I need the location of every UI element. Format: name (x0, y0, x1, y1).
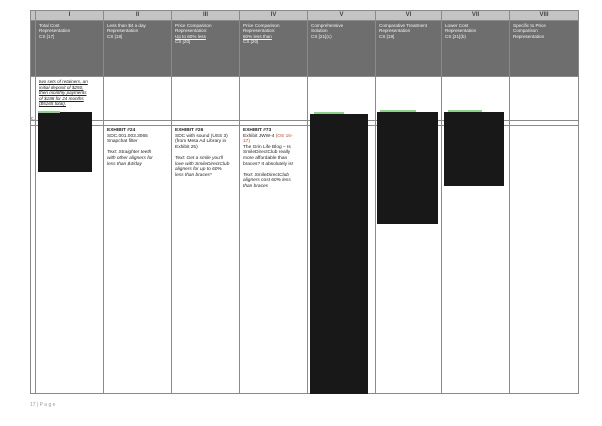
header-line: Representation (107, 28, 139, 34)
header-line: 60% less than (243, 33, 272, 39)
header-line: Specific to Price (513, 23, 546, 28)
table-cell (104, 77, 172, 121)
redacted-image (38, 112, 92, 172)
header-line: CS [20] (175, 39, 191, 45)
header-line: Total Cost (39, 23, 60, 28)
exhibit-ref-red: 17) (243, 139, 250, 145)
payment-terms-text (36, 77, 103, 109)
exhibit-line: braces? It absolutely is! (243, 161, 294, 167)
roman-numeral-row (31, 11, 579, 21)
header-line: Representation: (175, 28, 208, 34)
exhibit-title: EXHIBIT #73 (243, 128, 272, 133)
column-header (376, 21, 442, 77)
text-line: two sets of retainers, an (39, 79, 88, 84)
table-cell (510, 126, 579, 394)
exhibit-title: EXHIBIT #26 (175, 128, 204, 133)
exhibit-quote: Text: SmileDirectClub (243, 172, 289, 178)
column-header (36, 21, 104, 77)
exhibit-ref-red: (OS 16- (275, 133, 293, 139)
text-line: then monthly payments (39, 90, 87, 96)
table-cell (172, 77, 240, 121)
redacted-image (377, 112, 438, 224)
highlight-mark (380, 110, 416, 112)
header-line: Price Comparison (243, 23, 280, 28)
header-line: Comparative Treatment (379, 23, 427, 28)
exhibit-quote: than braces (243, 183, 269, 189)
header-line: CS [21](c) (311, 33, 332, 39)
exhibit-line: Exhibit 25) (175, 144, 198, 150)
column-header (510, 21, 579, 77)
col-number: V (308, 11, 376, 21)
col-number: VIII (510, 11, 579, 21)
text-line: of $188 for 24 months (39, 95, 84, 101)
exhibit-24-cell (104, 126, 172, 394)
header-line: Representation (445, 28, 477, 34)
col-number: I (36, 11, 104, 21)
page-footer: 17 | P a g e (30, 402, 56, 408)
column-header (442, 21, 510, 77)
exhibit-line: more affordable than (243, 155, 288, 161)
text-line: ($5165 total). (39, 101, 67, 107)
exhibit-quote: aligners for up to 60% (175, 167, 222, 173)
header-line: Lower Cost (445, 23, 469, 28)
exhibit-quote: Text: Get a smile you'll (175, 155, 223, 161)
highlight-mark (448, 110, 482, 112)
header-line: Price Comparison (175, 23, 212, 28)
header-line: Up to 60% less (175, 33, 206, 39)
highlight-mark (38, 111, 60, 113)
col-number: III (172, 11, 240, 21)
column-header (172, 21, 240, 77)
column-header (104, 21, 172, 77)
header-row (31, 21, 579, 77)
exhibit-73-cell (240, 126, 308, 394)
header-line: CS [20] (243, 39, 259, 45)
exhibit-quote: love with SmileDirectClub (175, 161, 230, 167)
header-line: CS [19] (379, 33, 395, 39)
header-line: CS [21](b) (445, 33, 466, 39)
exhibit-quote: Text: Straighter teeth (107, 150, 152, 156)
table-cell (240, 77, 308, 121)
header-line: Comparison (513, 28, 538, 34)
redacted-image (444, 112, 504, 186)
exhibit-26-cell (172, 126, 240, 394)
header-line: Solution (311, 28, 328, 34)
col-number: IV (240, 11, 308, 21)
header-line: Representation (39, 28, 71, 34)
header-line: CS [17] (39, 33, 55, 39)
exhibit-title: EXHIBIT #24 (107, 128, 136, 133)
exhibit-line: The Grin Life Blog – Is (243, 144, 291, 150)
header-line: Less than $4 a day (107, 23, 146, 28)
table-cell (510, 77, 579, 121)
exhibit-quote: aligners cost 60% less (243, 178, 291, 184)
column-header (308, 21, 376, 77)
row-marker: c. (31, 116, 35, 122)
column-header (240, 21, 308, 77)
highlight-mark (314, 112, 344, 114)
exhibit-line: (from Meta Ad Library in (175, 139, 227, 145)
exhibit-line: Snapchat filter (107, 139, 138, 145)
exhibit-line: SmileDirectClub really (243, 150, 291, 156)
header-line: Representation (513, 33, 545, 39)
exhibit-ref: Exhibit JWW-4 (243, 133, 276, 139)
exhibit-quote: less than braces* (175, 172, 212, 178)
exhibit-line: SDC.001.003.3065 (107, 133, 148, 139)
redacted-image (310, 114, 368, 394)
header-line: Representation: (243, 28, 276, 34)
exhibit-quote: with other aligners for (107, 155, 153, 161)
exhibit-line: SDC with sound (USS 3) (175, 133, 228, 139)
exhibit-comparison-table (30, 10, 579, 394)
col-number: VI (376, 11, 442, 21)
exhibit-quote: less than $4/day (107, 161, 142, 167)
header-line: Comprehensive (311, 23, 344, 28)
col-number: II (104, 11, 172, 21)
header-line: Representation (379, 28, 411, 34)
text-line: initial deposit of $250, (39, 84, 84, 90)
col-number: VII (442, 11, 510, 21)
header-line: CS [18] (107, 33, 123, 39)
